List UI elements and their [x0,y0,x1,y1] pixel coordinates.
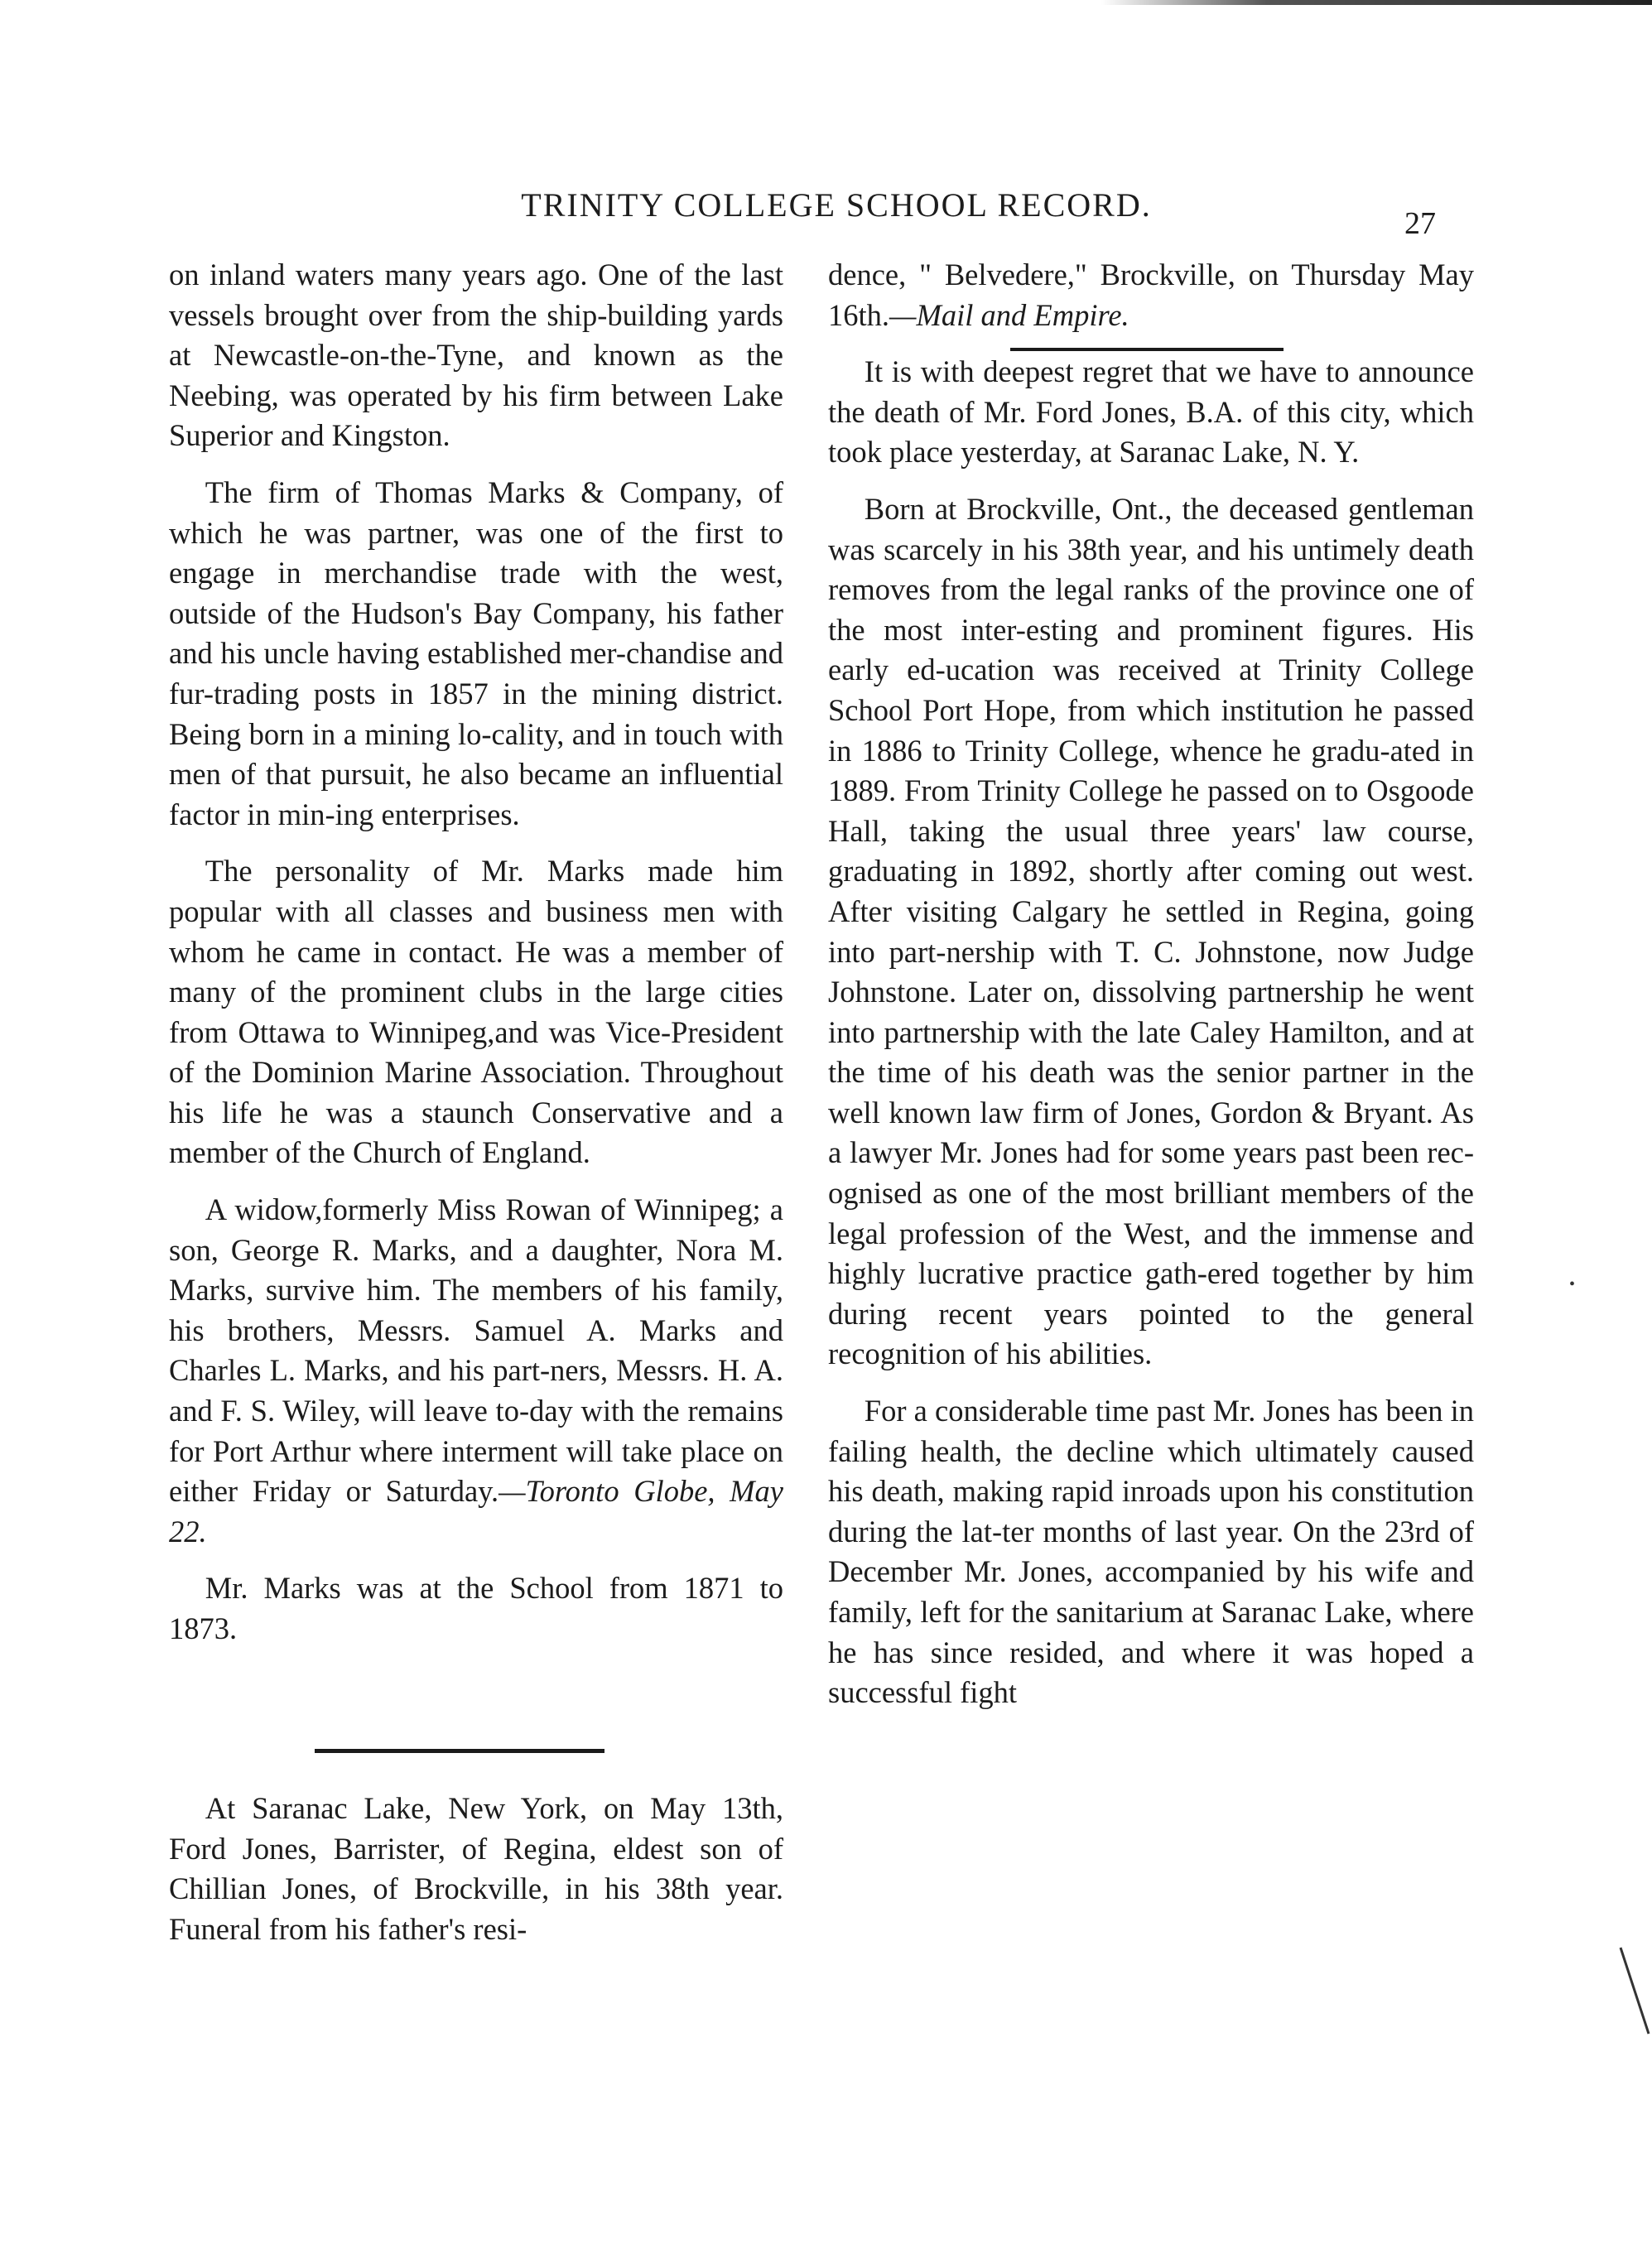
top-edge-rule [1101,0,1652,5]
margin-speck: • [1569,1275,1576,1293]
right-paragraph-4: For a considerable time past Mr. Jones has been in failing health, the decline which ultimately caused his death, making rapid inroads upon his constitution during the lat-ter months of last year. On the 23rd of December Mr. Jones, accompanied by his wife and family, left for the sanitarium at Saranac Lake, where he has since resided, and where it was hoped a successful fight [828,1394,1474,1710]
short-rule-under-citation [1010,348,1284,351]
page-number: 27 [1404,206,1436,241]
left-paragraph-4-text: A widow,formerly Miss Rowan of Winnipeg; a son, George R. Marks, and a daughter, Nora M. Marks, survive him. The members of his family, his brothers, Messrs. Samuel A. Marks and Charles L. Marks, and his part-ners, Messrs. H. A. and F. S. Wiley, will leave to-day with the remains for Port Arthur where interment will take place on either Friday or Saturday. [169,1192,783,1509]
page-header-title: TRINITY COLLEGE SCHOOL RECORD. [521,186,1152,224]
right-column [828,255,1474,1730]
left-paragraph-3: The personality of Mr. Marks made him popular with all classes and business men with whom he came in contact. He was a member of many of the prominent clubs in the large cities from Ottawa to Winnipeg,and was Vice-President of the Dominion Marine Association. Throughout his life he was a staunch Conservative and a member of the Church of England. [169,854,783,1170]
left-paragraph-4 [169,1190,783,1552]
left-column [169,255,783,1666]
left-paragraph-2: The firm of Thomas Marks & Company, of which he was partner, was one of the first to engage in merchandise trade with the west, outside of the Hudson's Bay Company, his father and his uncle having established mer-chandise and fur-trading posts in 1857 in the mining district. Being born in a mining lo-cality, and in touch with men of that pursuit, he also became an influential factor in min-ing enterprises. [169,474,783,831]
source-citation-mail: —Mail and Empire. [889,297,1129,332]
right-paragraph-1-text: dence, " Belvedere," Brockville, on Thursday May 16th. [828,258,1474,332]
left-paragraph-1: on inland waters many years ago. One of the last vessels brought over from the ship-building yards at Newcastle-on-the-Tyne, and known as the Neebing, was operated by his firm between Lake Superior and Kingston. [169,258,783,453]
right-paragraph-3: Born at Brockville, Ont., the deceased gentleman was scarcely in his 38th year, and his untimely death removes from the legal ranks of the province one of the most inter-esting and prominent figures. His early ed-ucation was received at Trinity College School Port Hope, from which institution he passed in 1886 to Trinity College, whence he gradu-ated in 1889. From Trinity College he passed on to Osgoode Hall, taking the usual three years' law course, graduating in 1892, shortly after coming out west. After visiting Calgary he settled in Regina, going into part-nership with T. C. Johnstone, now Judge Johnstone. Later on, dissolving partnership he went into partnership with the late Caley Hamilton, and at the time of his death was the senior partner in the well known law firm of Jones, Gordon & Bryant. As a lawyer Mr. Jones had for some years past been rec-ognised as one of the most brilliant members of the legal profession of the West, and the immense and highly lucrative practice gath-ered together by him during recent years pointed to the general recognition of his abilities. [828,491,1474,1371]
death-notice [169,1789,783,1966]
right-paragraph-1 [828,255,1474,335]
source-citation-globe: —Toronto Globe, May 22. [169,1474,783,1548]
death-notice-paragraph: At Saranac Lake, New York, on May 13th, Ford Jones, Barrister, of Regina, eldest son of Chillian Jones, of Brockville, in his 38th year. Funeral from his father's resi- [169,1791,783,1946]
left-paragraph-5: Mr. Marks was at the School from 1871 to 1873. [169,1571,783,1645]
margin-scratch-mark [1619,1946,1652,2037]
right-paragraph-2: It is with deepest regret that we have to announce the death of Mr. Ford Jones, B.A. of this city, which took place yesterday, at Saranac Lake, N. Y. [828,354,1474,470]
section-divider-rule [315,1749,604,1753]
